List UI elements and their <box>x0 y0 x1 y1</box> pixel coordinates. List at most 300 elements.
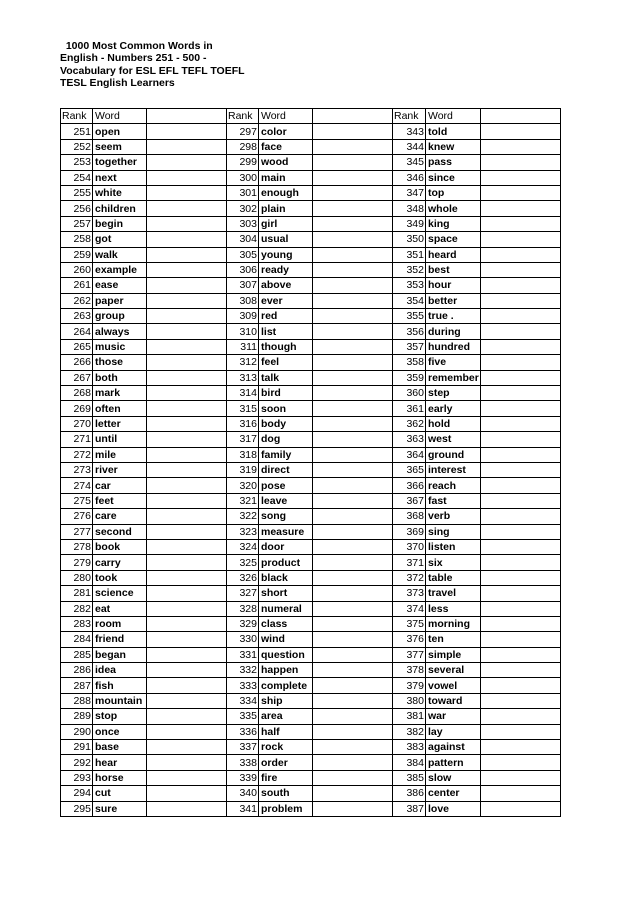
table-row <box>61 370 561 385</box>
blank-cell <box>147 493 227 508</box>
blank-cell <box>147 309 227 324</box>
word-cell: king <box>426 216 481 231</box>
rank-cell: 327 <box>227 586 259 601</box>
word-cell: stop <box>93 709 147 724</box>
blank-cell <box>147 170 227 185</box>
blank-cell <box>147 755 227 770</box>
rank-cell: 365 <box>393 462 426 477</box>
blank-cell <box>481 693 561 708</box>
table-row <box>61 262 561 277</box>
blank-cell <box>481 570 561 585</box>
rank-cell: 373 <box>393 586 426 601</box>
rank-cell: 379 <box>393 678 426 693</box>
document-title <box>60 40 320 90</box>
table-row <box>61 201 561 216</box>
word-cell: family <box>259 447 313 462</box>
blank-cell <box>313 170 393 185</box>
blank-cell <box>147 139 227 154</box>
word-cell: paper <box>93 293 147 308</box>
rank-cell: 302 <box>227 201 259 216</box>
blank-cell <box>313 478 393 493</box>
rank-cell: 261 <box>61 278 93 293</box>
blank-cell <box>147 786 227 801</box>
word-cell: together <box>93 155 147 170</box>
blank-cell <box>481 155 561 170</box>
rank-cell: 329 <box>227 616 259 631</box>
blank-cell <box>313 432 393 447</box>
rank-cell: 354 <box>393 293 426 308</box>
word-cell: body <box>259 416 313 431</box>
word-cell: once <box>93 724 147 739</box>
word-cell: measure <box>259 524 313 539</box>
word-cell: less <box>426 601 481 616</box>
title-line: 1000 Most Common Words in <box>60 40 213 52</box>
blank-cell <box>481 755 561 770</box>
rank-cell: 286 <box>61 663 93 678</box>
word-cell: lay <box>426 724 481 739</box>
word-cell: wood <box>259 155 313 170</box>
rank-cell: 367 <box>393 493 426 508</box>
blank-cell <box>147 678 227 693</box>
blank-cell <box>481 462 561 477</box>
table-row <box>61 586 561 601</box>
word-cell: enough <box>259 185 313 200</box>
word-cell: against <box>426 740 481 755</box>
blank-cell <box>147 293 227 308</box>
blank-cell <box>481 124 561 139</box>
rank-cell: 347 <box>393 185 426 200</box>
word-cell: hear <box>93 755 147 770</box>
word-cell: fish <box>93 678 147 693</box>
word-cell: care <box>93 509 147 524</box>
table-row <box>61 539 561 554</box>
rank-cell: 338 <box>227 755 259 770</box>
word-cell: verb <box>426 509 481 524</box>
rank-cell: 301 <box>227 185 259 200</box>
word-cell: feet <box>93 493 147 508</box>
rank-cell: 285 <box>61 647 93 662</box>
rank-cell: 332 <box>227 663 259 678</box>
blank-cell <box>313 401 393 416</box>
word-cell: short <box>259 586 313 601</box>
table-row <box>61 632 561 647</box>
blank-cell <box>147 370 227 385</box>
rank-cell: 271 <box>61 432 93 447</box>
blank-cell <box>481 232 561 247</box>
rank-cell: 320 <box>227 478 259 493</box>
rank-cell: 298 <box>227 139 259 154</box>
table-row <box>61 509 561 524</box>
word-cell: fast <box>426 493 481 508</box>
blank-cell <box>313 709 393 724</box>
word-cell: eat <box>93 601 147 616</box>
word-cell: space <box>426 232 481 247</box>
blank-cell <box>481 370 561 385</box>
rank-cell: 374 <box>393 601 426 616</box>
blank-cell <box>481 185 561 200</box>
rank-cell: 287 <box>61 678 93 693</box>
rank-cell: 344 <box>393 139 426 154</box>
word-cell: example <box>93 262 147 277</box>
table-row <box>61 616 561 631</box>
word-cell: walk <box>93 247 147 262</box>
blank-cell <box>147 724 227 739</box>
blank-cell <box>147 478 227 493</box>
title-line: Vocabulary for ESL EFL TEFL TOEFL <box>60 64 245 77</box>
blank-cell <box>313 185 393 200</box>
blank-cell <box>147 109 227 124</box>
word-cell: knew <box>426 139 481 154</box>
blank-cell <box>481 555 561 570</box>
word-cell: pass <box>426 155 481 170</box>
word-cell: mile <box>93 447 147 462</box>
rank-cell: 290 <box>61 724 93 739</box>
blank-cell <box>313 247 393 262</box>
rank-cell: 270 <box>61 416 93 431</box>
word-cell: soon <box>259 401 313 416</box>
word-cell: girl <box>259 216 313 231</box>
rank-cell: 308 <box>227 293 259 308</box>
word-cell: morning <box>426 616 481 631</box>
rank-cell: 306 <box>227 262 259 277</box>
rank-cell: 360 <box>393 386 426 401</box>
blank-cell <box>481 401 561 416</box>
table-row <box>61 678 561 693</box>
blank-cell <box>481 416 561 431</box>
word-cell: sure <box>93 801 147 816</box>
rank-cell: 364 <box>393 447 426 462</box>
blank-cell <box>481 447 561 462</box>
word-cell: room <box>93 616 147 631</box>
rank-cell: 300 <box>227 170 259 185</box>
blank-cell <box>313 447 393 462</box>
blank-cell <box>147 416 227 431</box>
blank-cell <box>481 278 561 293</box>
rank-cell: 313 <box>227 370 259 385</box>
blank-cell <box>147 539 227 554</box>
word-cell: always <box>93 324 147 339</box>
blank-cell <box>147 586 227 601</box>
blank-cell <box>147 355 227 370</box>
blank-cell <box>147 201 227 216</box>
table-row <box>61 740 561 755</box>
rank-cell: 307 <box>227 278 259 293</box>
word-cell: horse <box>93 770 147 785</box>
rank-cell: 295 <box>61 801 93 816</box>
word-cell: several <box>426 663 481 678</box>
word-cell: vowel <box>426 678 481 693</box>
rank-cell: 305 <box>227 247 259 262</box>
rank-cell: 377 <box>393 647 426 662</box>
word-cell: car <box>93 478 147 493</box>
word-cell: book <box>93 539 147 554</box>
blank-cell <box>481 247 561 262</box>
table-row <box>61 786 561 801</box>
rank-cell: 309 <box>227 309 259 324</box>
rank-cell: 321 <box>227 493 259 508</box>
blank-cell <box>147 555 227 570</box>
blank-cell <box>481 770 561 785</box>
rank-cell: 319 <box>227 462 259 477</box>
word-cell: red <box>259 309 313 324</box>
word-cell: ease <box>93 278 147 293</box>
table-row <box>61 647 561 662</box>
table-row <box>61 416 561 431</box>
word-cell: interest <box>426 462 481 477</box>
blank-cell <box>313 755 393 770</box>
table-row <box>61 232 561 247</box>
word-cell: mountain <box>93 693 147 708</box>
table-row <box>61 124 561 139</box>
rank-cell: 255 <box>61 185 93 200</box>
word-cell: six <box>426 555 481 570</box>
blank-cell <box>481 539 561 554</box>
rank-cell: 278 <box>61 539 93 554</box>
rank-cell: 356 <box>393 324 426 339</box>
table-row <box>61 601 561 616</box>
blank-cell <box>313 339 393 354</box>
word-cell: group <box>93 309 147 324</box>
rank-cell: 304 <box>227 232 259 247</box>
rank-cell: 346 <box>393 170 426 185</box>
rank-cell: 263 <box>61 309 93 324</box>
word-cell: five <box>426 355 481 370</box>
rank-cell: 256 <box>61 201 93 216</box>
table-row <box>61 709 561 724</box>
word-cell: begin <box>93 216 147 231</box>
blank-cell <box>147 462 227 477</box>
word-cell: told <box>426 124 481 139</box>
rank-cell: 254 <box>61 170 93 185</box>
table-row <box>61 309 561 324</box>
rank-cell: 294 <box>61 786 93 801</box>
blank-cell <box>481 524 561 539</box>
rank-cell: 378 <box>393 663 426 678</box>
blank-cell <box>147 247 227 262</box>
rank-cell: 268 <box>61 386 93 401</box>
word-cell: numeral <box>259 601 313 616</box>
rank-cell: 312 <box>227 355 259 370</box>
blank-cell <box>481 616 561 631</box>
blank-cell <box>481 801 561 816</box>
word-cell: friend <box>93 632 147 647</box>
rank-cell: 269 <box>61 401 93 416</box>
word-cell: mark <box>93 386 147 401</box>
word-cell: simple <box>426 647 481 662</box>
rank-cell: 366 <box>393 478 426 493</box>
rank-cell: 277 <box>61 524 93 539</box>
blank-cell <box>147 447 227 462</box>
word-cell: plain <box>259 201 313 216</box>
blank-cell <box>147 601 227 616</box>
blank-cell <box>313 493 393 508</box>
word-cell: half <box>259 724 313 739</box>
word-cell: next <box>93 170 147 185</box>
rank-cell: 282 <box>61 601 93 616</box>
blank-cell <box>313 801 393 816</box>
blank-cell <box>313 570 393 585</box>
blank-cell <box>481 678 561 693</box>
blank-cell <box>481 109 561 124</box>
blank-cell <box>147 278 227 293</box>
word-cell: better <box>426 293 481 308</box>
word-cell: young <box>259 247 313 262</box>
table-row <box>61 247 561 262</box>
table-row <box>61 324 561 339</box>
blank-cell <box>313 740 393 755</box>
word-cell: children <box>93 201 147 216</box>
blank-cell <box>147 709 227 724</box>
table-row <box>61 401 561 416</box>
rank-cell: 369 <box>393 524 426 539</box>
blank-cell <box>313 370 393 385</box>
blank-cell <box>313 647 393 662</box>
rank-cell: 386 <box>393 786 426 801</box>
blank-cell <box>313 293 393 308</box>
word-cell: seem <box>93 139 147 154</box>
blank-cell <box>313 509 393 524</box>
table-row <box>61 462 561 477</box>
blank-cell <box>313 678 393 693</box>
rank-cell: 358 <box>393 355 426 370</box>
word-cell: white <box>93 185 147 200</box>
word-cell: true . <box>426 309 481 324</box>
rank-cell: 363 <box>393 432 426 447</box>
blank-cell <box>147 155 227 170</box>
word-cell: list <box>259 324 313 339</box>
word-cell: talk <box>259 370 313 385</box>
rank-cell: 326 <box>227 570 259 585</box>
rank-cell: 384 <box>393 755 426 770</box>
blank-cell <box>481 509 561 524</box>
blank-cell <box>313 109 393 124</box>
blank-cell <box>313 278 393 293</box>
rank-cell: 362 <box>393 416 426 431</box>
word-cell: hundred <box>426 339 481 354</box>
blank-cell <box>481 586 561 601</box>
table-row <box>61 478 561 493</box>
rank-cell: 267 <box>61 370 93 385</box>
title-line: TESL English Learners <box>60 77 175 90</box>
word-cell: got <box>93 232 147 247</box>
word-cell: carry <box>93 555 147 570</box>
rank-cell: 371 <box>393 555 426 570</box>
blank-cell <box>481 262 561 277</box>
blank-cell <box>147 232 227 247</box>
rank-cell: 252 <box>61 139 93 154</box>
rank-cell: 251 <box>61 124 93 139</box>
word-cell: happen <box>259 663 313 678</box>
rank-cell: 279 <box>61 555 93 570</box>
blank-cell <box>147 185 227 200</box>
word-cell: top <box>426 185 481 200</box>
word-cell: often <box>93 401 147 416</box>
rank-cell: 310 <box>227 324 259 339</box>
word-cell: ship <box>259 693 313 708</box>
word-cell: began <box>93 647 147 662</box>
word-cell: ground <box>426 447 481 462</box>
blank-cell <box>481 293 561 308</box>
word-cell: music <box>93 339 147 354</box>
blank-cell <box>481 386 561 401</box>
rank-cell: 335 <box>227 709 259 724</box>
rank-cell: 334 <box>227 693 259 708</box>
word-cell: main <box>259 170 313 185</box>
table-row <box>61 139 561 154</box>
table-row <box>61 663 561 678</box>
rank-cell: 289 <box>61 709 93 724</box>
blank-cell <box>147 570 227 585</box>
rank-cell: 336 <box>227 724 259 739</box>
word-cell: until <box>93 432 147 447</box>
rank-cell: 341 <box>227 801 259 816</box>
word-cell: black <box>259 570 313 585</box>
rank-cell: 357 <box>393 339 426 354</box>
rank-cell: 324 <box>227 539 259 554</box>
blank-cell <box>147 386 227 401</box>
table-row <box>61 555 561 570</box>
word-cell: west <box>426 432 481 447</box>
rank-cell: 333 <box>227 678 259 693</box>
blank-cell <box>147 339 227 354</box>
blank-cell <box>147 432 227 447</box>
blank-cell <box>481 632 561 647</box>
word-cell: above <box>259 278 313 293</box>
table-row <box>61 293 561 308</box>
word-cell: area <box>259 709 313 724</box>
rank-header: Rank <box>61 109 93 124</box>
blank-cell <box>313 616 393 631</box>
blank-cell <box>313 324 393 339</box>
word-cell: bird <box>259 386 313 401</box>
rank-header: Rank <box>227 109 259 124</box>
blank-cell <box>147 324 227 339</box>
word-cell: early <box>426 401 481 416</box>
blank-cell <box>481 786 561 801</box>
word-cell: remember <box>426 370 481 385</box>
word-cell: during <box>426 324 481 339</box>
blank-cell <box>313 139 393 154</box>
word-cell: complete <box>259 678 313 693</box>
rank-cell: 266 <box>61 355 93 370</box>
rank-cell: 380 <box>393 693 426 708</box>
title-line: English - Numbers 251 - 500 - <box>60 52 207 65</box>
rank-cell: 293 <box>61 770 93 785</box>
word-cell: river <box>93 462 147 477</box>
word-cell: since <box>426 170 481 185</box>
table-row <box>61 693 561 708</box>
rank-cell: 311 <box>227 339 259 354</box>
rank-cell: 284 <box>61 632 93 647</box>
rank-cell: 385 <box>393 770 426 785</box>
rank-cell: 258 <box>61 232 93 247</box>
blank-cell <box>481 170 561 185</box>
rank-cell: 387 <box>393 801 426 816</box>
table-row <box>61 386 561 401</box>
table-row <box>61 216 561 231</box>
blank-cell <box>147 663 227 678</box>
blank-cell <box>481 339 561 354</box>
blank-cell <box>147 693 227 708</box>
word-cell: direct <box>259 462 313 477</box>
blank-cell <box>481 139 561 154</box>
word-cell: hour <box>426 278 481 293</box>
blank-cell <box>313 216 393 231</box>
rank-cell: 325 <box>227 555 259 570</box>
blank-cell <box>147 124 227 139</box>
blank-cell <box>313 663 393 678</box>
table-row <box>61 755 561 770</box>
